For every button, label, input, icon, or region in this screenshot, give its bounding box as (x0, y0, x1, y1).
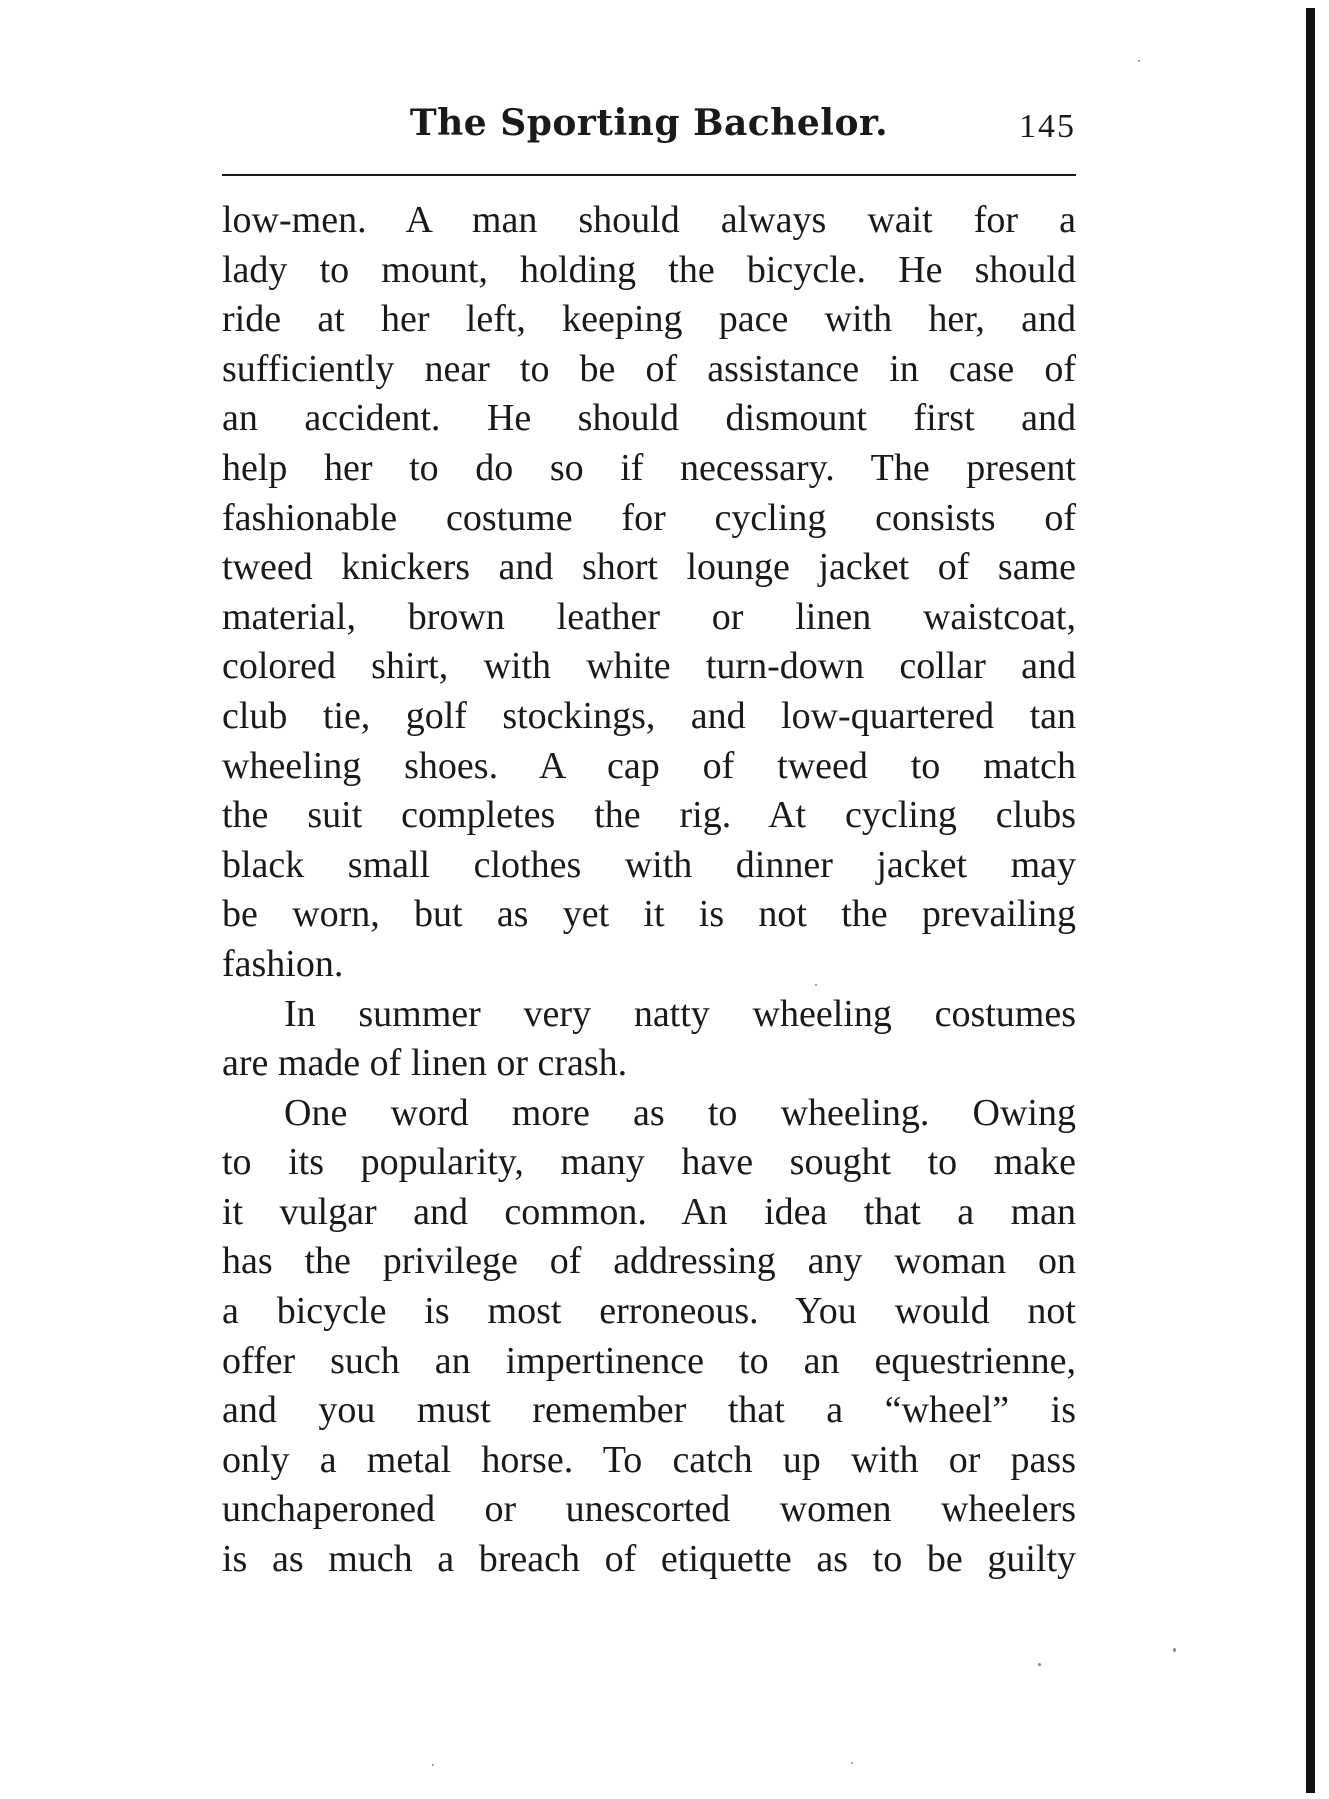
text-line: offer such an impertinence to an equestrienne, (222, 1339, 1076, 1382)
text-line: lady to mount, holding the bicycle. He should (222, 248, 1076, 291)
text-line: only a metal horse. To catch up with or pass (222, 1438, 1076, 1481)
text-line: a bicycle is most erroneous. You would not (222, 1290, 1076, 1333)
text-line: has the privilege of addressing any woman on (222, 1240, 1076, 1283)
paper-speck (851, 1762, 853, 1764)
text-line: One word more as to wheeling. Owing (284, 1091, 1076, 1134)
page-edge-shadow (1306, 8, 1315, 1793)
paper-speck (432, 1764, 434, 1766)
running-title: The Sporting Bachelor. (409, 102, 889, 144)
text-line: In summer very natty wheeling costumes (284, 992, 1076, 1035)
text-line: club tie, golf stockings, and low-quartered tan (222, 694, 1076, 737)
running-header (222, 96, 1076, 156)
paper-speck (815, 984, 817, 986)
paper-speck (1138, 60, 1140, 62)
paper-speck (1173, 1648, 1176, 1652)
text-line: be worn, but as yet it is not the prevailing (222, 893, 1076, 936)
text-line: is as much a breach of etiquette as to be guilty (222, 1538, 1076, 1581)
text-line: colored shirt, with white turn-down collar and (222, 645, 1076, 688)
text-line: sufficiently near to be of assistance in case of (222, 347, 1076, 390)
text-line: tweed knickers and short lounge jacket of same (222, 546, 1076, 589)
text-line: unchaperoned or unescorted women wheelers (222, 1488, 1076, 1531)
text-line: wheeling shoes. A cap of tweed to match (222, 744, 1076, 787)
text-line: the suit completes the rig. At cycling clubs (222, 794, 1076, 837)
text-line: to its popularity, many have sought to make (222, 1141, 1076, 1184)
paper-speck (1038, 1663, 1041, 1666)
header-rule (222, 174, 1076, 176)
page-number: 145 (1019, 108, 1076, 145)
text-line: and you must remember that a “wheel” is (222, 1389, 1076, 1432)
text-line: fashion. (222, 942, 344, 985)
text-line: material, brown leather or linen waistcoat, (222, 595, 1076, 638)
text-line: black small clothes with dinner jacket may (222, 843, 1076, 886)
text-line: an accident. He should dismount first and (222, 397, 1076, 440)
text-line: low-men. A man should always wait for a (222, 199, 1076, 241)
text-line: are made of linen or crash. (222, 1042, 628, 1085)
text-line: help her to do so if necessary. The present (222, 446, 1076, 489)
text-line: fashionable costume for cycling consists of (222, 496, 1076, 539)
body-text (222, 196, 1076, 1585)
text-line: it vulgar and common. An idea that a man (222, 1190, 1076, 1233)
text-line: ride at her left, keeping pace with her, and (222, 298, 1076, 341)
